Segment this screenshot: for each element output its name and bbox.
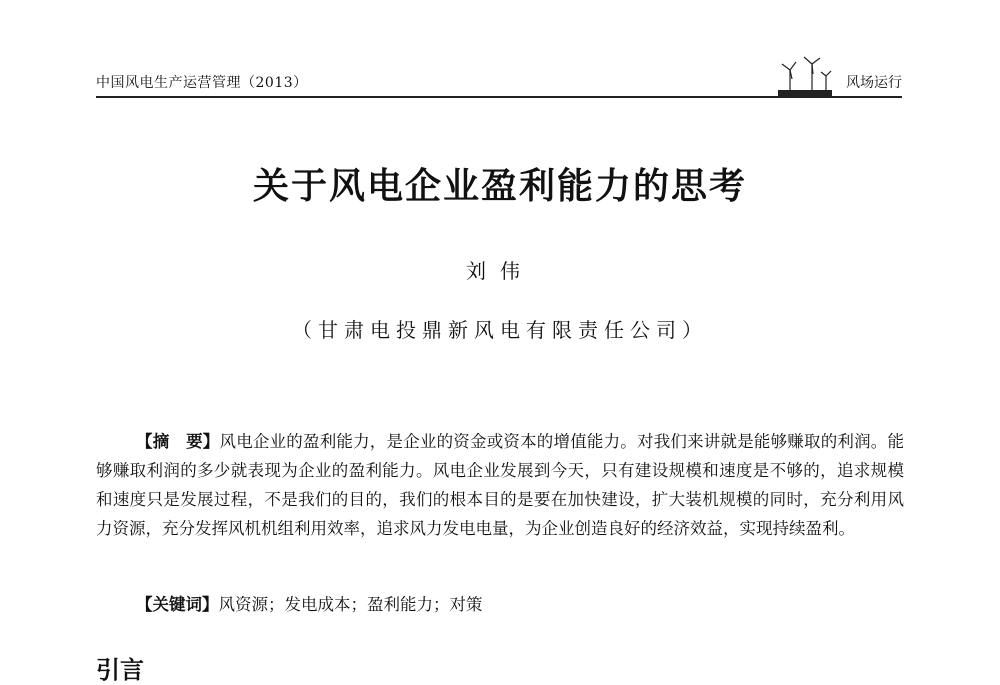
keywords-text: 风资源；发电成本；盈利能力；对策 bbox=[218, 595, 483, 614]
abstract-label: 【摘 要】 bbox=[136, 432, 220, 451]
abstract-text: 风电企业的盈利能力，是企业的资金或资本的增值能力。对我们来讲就是能够赚取的利润。能够赚取利润的多少就表现为企业的盈利能力。风电企业发展到今天，只有建设规模和速度是不够的，追求规模和速度只是发展过程，不是我们的目的，我们的根本目的是要在加快建设，扩大装机规模的同时，充分利用风力资源，充分发挥风机机组利用效率，追求风力发电电量，为企业创造良好的经济效益，实现持续盈利。 bbox=[96, 432, 904, 538]
author-name: 刘伟 bbox=[466, 259, 534, 283]
abstract bbox=[96, 427, 904, 543]
author-affiliation: （甘肃电投鼎新风电有限责任公司） bbox=[292, 318, 708, 342]
article-title: 关于风电企业盈利能力的思考 bbox=[252, 166, 747, 207]
running-header bbox=[96, 58, 902, 98]
wind-turbine-icon bbox=[774, 52, 834, 96]
section-heading: 引言 bbox=[96, 656, 144, 684]
section-name: 风场运行 bbox=[846, 75, 902, 91]
keywords-label: 【关键词】 bbox=[136, 595, 219, 614]
journal-name: 中国风电生产运营管理（2013） bbox=[96, 75, 308, 91]
keywords bbox=[136, 591, 483, 615]
